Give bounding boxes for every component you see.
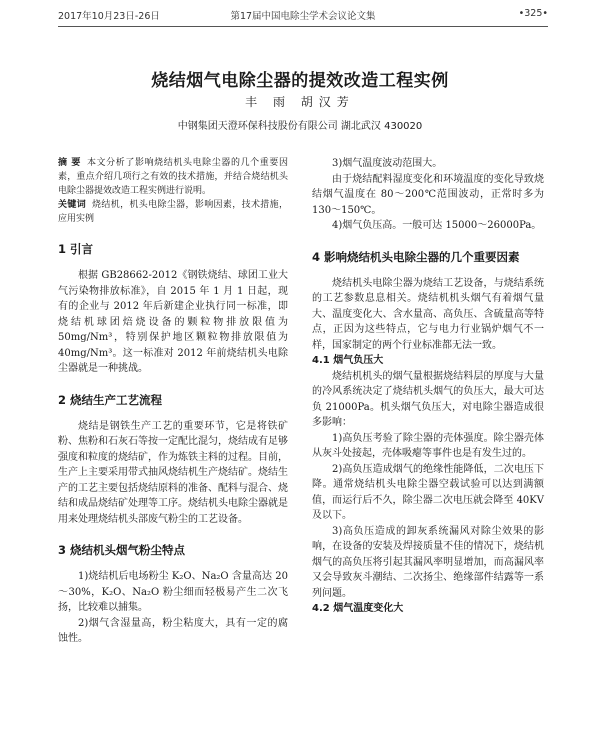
keywords-label: 关键词 [58, 200, 87, 210]
subsection-4-1-paragraph: 烧结机机头的烟气量根据烧结料层的厚度与大量的冷风系统决定了烧结机头烟气的负压大，最大可达负 21000Pa。机头烟气负压大，对电除尘器造成很多影响： [312, 370, 544, 428]
section-1-paragraph: 根据 GB28662-2012《钢铁烧结、球团工业大气污染物排放标准》，自 2015 年 1 月 1 日起，现有的企业与 2012 年后新建企业执行同一标准，即烧结机球团焙烧设备的颗粒物排放限值为 50mg/Nm³，特别保护地区颗粒物排放限值为 40mg/Nm³。这一标准对 2012 年前烧结机头电除尘器就是一种挑战。 [58, 270, 288, 374]
abstract-label: 摘 要 [58, 158, 81, 168]
keywords-text: 烧结机，机头电除尘器，影响因素，技术措施，应用实例 [58, 200, 288, 224]
header-rule [58, 26, 548, 27]
section-3-item-2: 2)烟气含湿量高，粉尘粘度大，具有一定的腐蚀性。 [58, 617, 288, 644]
abstract [58, 156, 288, 198]
section-3-item-1: 1)烧结机后电场粉尘 K₂O、Na₂O 含量高达 20～30%，K₂O、Na₂O 粉尘细而轻极易产生二次飞扬，比较难以捕集。 [58, 571, 288, 613]
section-3-item-3: 3)烟气温度波动范围大。 [332, 158, 443, 169]
header-journal: 第17届中国电除尘学术会议论文集 [230, 11, 376, 22]
section-2-heading: 2 烧结生产工艺流程 [58, 392, 163, 407]
paper-title: 烧结烟气电除尘器的提效改造工程实例 [151, 71, 449, 91]
header-page-number: •325• [518, 8, 548, 19]
paper-authors: 丰 雨 胡汉芳 [245, 95, 355, 109]
subsection-4-1-item-2: 2)高负压造成烟气的绝缘性能降低，二次电压下降。通常烧结机头电除尘器空载试验可以达到满额值，而运行后不久，除尘器二次电压就会降至 40KV 及以下。 [312, 463, 544, 521]
paper-affiliation: 中钢集团天澄环保科技股份有限公司 湖北武汉 430020 [177, 121, 423, 132]
section-1-heading: 1 引言 [58, 242, 94, 256]
subsection-4-1-heading: 4.1 烟气负压大 [312, 355, 384, 366]
header-date: 2017年10月23日-26日 [58, 11, 160, 22]
subsection-4-1-item-1: 1)高负压考验了除尘器的壳体强度。除尘器壳体从灰斗处接起，壳体吸瘪等事件也是有发生过的。 [312, 432, 544, 459]
section-2-paragraph: 烧结是钢铁生产工艺的重要环节，它是将铁矿粉、焦粉和石灰石等按一定配比混匀，烧结成有足够强度和粒度的烧结矿，作为炼铁主料的过程。目前，生产上主要采用带式抽风烧结机生产烧结矿。烧结生产的工艺主要包括烧结原料的准备、配料与混合、烧结和成品烧结矿处理等工序。烧结机头电除尘器就是用来处理烧结机头部废气粉尘的工艺设备。 [58, 420, 288, 525]
running-header [58, 8, 548, 24]
subsection-4-2-heading: 4.2 烟气温度变化大 [312, 603, 404, 614]
right-column [312, 156, 544, 617]
abstract-text: 本文分析了影响烧结机头电除尘器的几个重要因素，重点介绍几项行之有效的技术措施，并结合烧结机头电除尘器提效改造工程实例进行说明。 [58, 158, 288, 196]
section-3-item-3-desc: 由于烧结配料湿度变化和环境温度的变化导致烧结烟气温度在 80～200℃范围波动，正常时多为 130～150℃。 [312, 173, 544, 216]
left-column [58, 156, 288, 647]
section-4-heading: 4 影响烧结机头电除尘器的几个重要因素 [312, 249, 520, 264]
subsection-4-1-item-3: 3)高负压造成的卸灰系统漏风对除尘效果的影响，在设备的安装及焊接质量不佳的情况下，烧结机烟气的高负压将引起其漏风率明显增加，而高漏风率又会导致灰斗潮结、二次扬尘、绝缘部件结露等一系列问题。 [312, 525, 544, 599]
section-4-intro: 烧结机头电除尘器为烧结工艺设备，与烧结系统的工艺参数息息相关。烧结机机头烟气有着烟气量大、温度变化大、含水量高、高负压、含硫量高等特点，正因为这些特点，它与电力行业锅炉烟气不一样，国家制定的两个行业标准都无法一致。 [312, 277, 544, 351]
keywords [58, 198, 288, 226]
section-3-item-4: 4)烟气负压高。一般可达 15000～26000Pa。 [332, 220, 542, 231]
section-3-heading: 3 烧结机头烟气粉尘特点 [58, 543, 186, 557]
